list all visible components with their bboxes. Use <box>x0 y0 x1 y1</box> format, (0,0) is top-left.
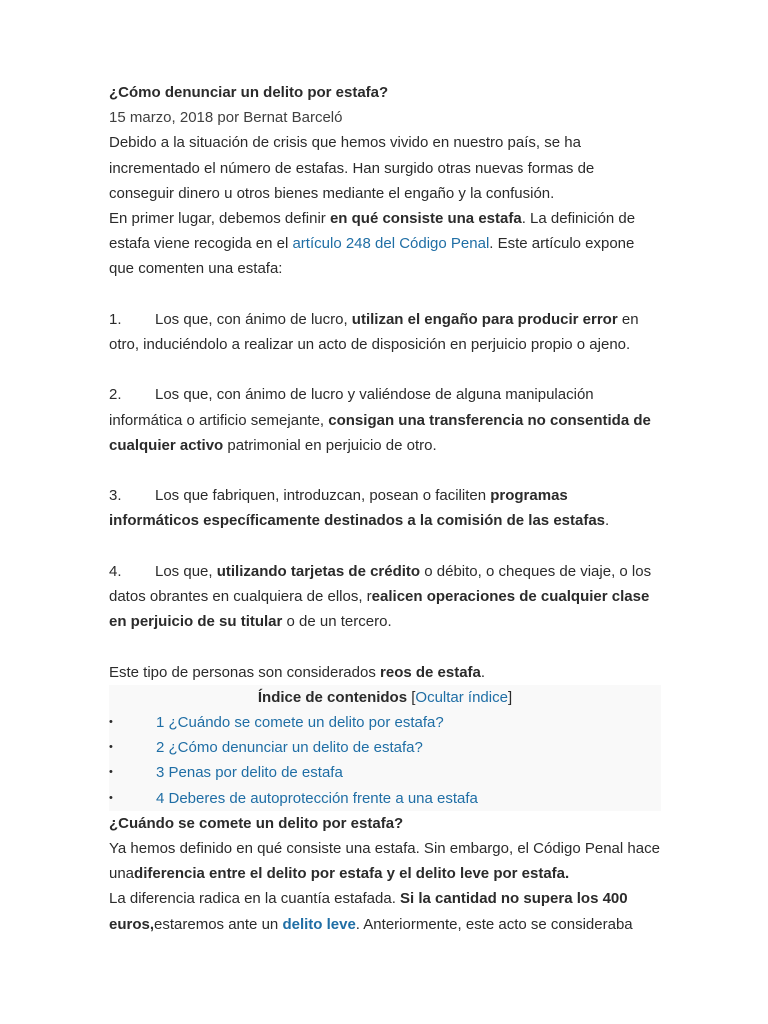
article <box>109 80 661 937</box>
definition-paragraph <box>109 206 661 282</box>
spacer <box>109 357 661 382</box>
section-paragraph-2 <box>109 886 661 936</box>
item-text: o de un tercero. <box>282 613 392 631</box>
toc-item <box>109 735 661 760</box>
section-heading: ¿Cuándo se comete un delito por estafa? <box>109 814 404 832</box>
section-text: estaremos ante un <box>154 915 283 933</box>
toc-title: Índice de contenidos <box>257 688 408 706</box>
item-bold: utilizan el engaño para producir error <box>351 310 618 328</box>
list-item <box>109 307 661 357</box>
toc-header <box>109 685 661 710</box>
item-number: 1. <box>109 310 122 328</box>
reos-paragraph <box>109 660 661 685</box>
spacer <box>109 534 661 559</box>
toc-toggle-link[interactable]: Ocultar índice <box>415 688 508 706</box>
definition-text-2: . La definición de estafa viene recogida en el <box>109 210 636 253</box>
bullet-icon: • <box>109 741 113 754</box>
section-text: . Anteriormente, este acto se consideraba <box>355 915 633 933</box>
definition-text-1: En primer lugar, debemos definir <box>109 210 330 228</box>
item-number: 4. <box>109 562 122 580</box>
bullet-icon: • <box>109 716 113 728</box>
item-bold: utilizando tarjetas de crédito <box>216 562 421 580</box>
toc-bracket: [ <box>407 688 416 706</box>
list-item <box>109 559 661 635</box>
toc-link-1[interactable]: 1 ¿Cuándo se comete un delito por estafa? <box>156 714 444 731</box>
codigo-penal-link[interactable]: artículo 248 del Código Penal <box>292 235 490 253</box>
table-of-contents <box>109 685 661 811</box>
toc-link-4[interactable]: 4 Deberes de autoprotección frente a una estafa <box>156 789 478 807</box>
section-bold: diferencia entre el delito por estafa y el delito leve por estafa. <box>134 865 570 883</box>
item-text: . <box>605 512 610 530</box>
item-text: Los que, <box>155 562 217 580</box>
article-title: ¿Cómo denunciar un delito por estafa? <box>109 84 389 101</box>
section-bold: Si la cantidad no supera los 400 euros, <box>109 890 628 933</box>
item-text: Los que, con ánimo de lucro y valiéndose de alguna manipulación informática o artificio semejante, <box>109 386 594 429</box>
reos-bold: reos de estafa <box>380 663 481 681</box>
section-text: La diferencia radica en la cuantía estafada. <box>109 890 401 908</box>
item-bold: consigan una transferencia no consentida de cualquier activo <box>109 411 651 454</box>
definition-text-3: . Este artículo expone que comenten una estafa: <box>109 235 635 278</box>
delito-leve-link[interactable]: delito leve <box>282 915 356 933</box>
toc-link-3[interactable]: 3 Penas por delito de estafa <box>156 764 343 782</box>
toc-item <box>109 760 661 785</box>
item-bold: ealicen operaciones de cualquier clase en perjuicio de su titular <box>109 588 650 631</box>
item-number: 3. <box>109 487 122 505</box>
article-byline: 15 marzo, 2018 por Bernat Barceló <box>109 109 343 127</box>
item-text: patrimonial en perjuicio de otro. <box>223 436 437 454</box>
spacer <box>109 458 661 483</box>
item-bold: programas informáticos específicamente destinados a la comisión de las estafas <box>109 487 606 530</box>
section-text: Ya hemos definido en qué consiste una estafa. Sin embargo, el Código Penal hace una <box>109 840 660 883</box>
bullet-icon: • <box>109 791 113 804</box>
item-text: Los que, con ánimo de lucro, <box>155 310 352 328</box>
section-paragraph-1 <box>109 836 661 886</box>
reos-text: . <box>480 663 486 681</box>
toc-item <box>109 710 661 735</box>
list-item <box>109 382 661 458</box>
toc-item <box>109 786 661 811</box>
intro-paragraph: Debido a la situación de crisis que hemos vivido en nuestro país, se ha incrementado el número de estafas. Han surgido otras nuevas formas de conseguir dinero u otros bienes mediante el engaño y la confusión. <box>109 134 595 202</box>
item-text: Los que fabriquen, introduzcan, posean o faciliten <box>155 487 491 505</box>
definition-bold: en qué consiste una estafa <box>329 210 522 228</box>
item-number: 2. <box>109 386 122 404</box>
bullet-icon: • <box>109 766 113 779</box>
list-item <box>109 483 661 533</box>
item-text: o débito, o cheques de viaje, o los datos obrantes en cualquiera de ellos, r <box>109 562 652 605</box>
spacer <box>109 282 661 307</box>
reos-text: Este tipo de personas son considerados <box>109 663 381 681</box>
spacer <box>109 634 661 659</box>
toc-link-2[interactable]: 2 ¿Cómo denunciar un delito de estafa? <box>156 739 423 757</box>
item-text: en otro, induciéndolo a realizar un acto de disposición en perjuicio propio o ajeno. <box>109 310 639 354</box>
toc-list <box>109 710 661 811</box>
toc-bracket: ] <box>507 688 513 706</box>
